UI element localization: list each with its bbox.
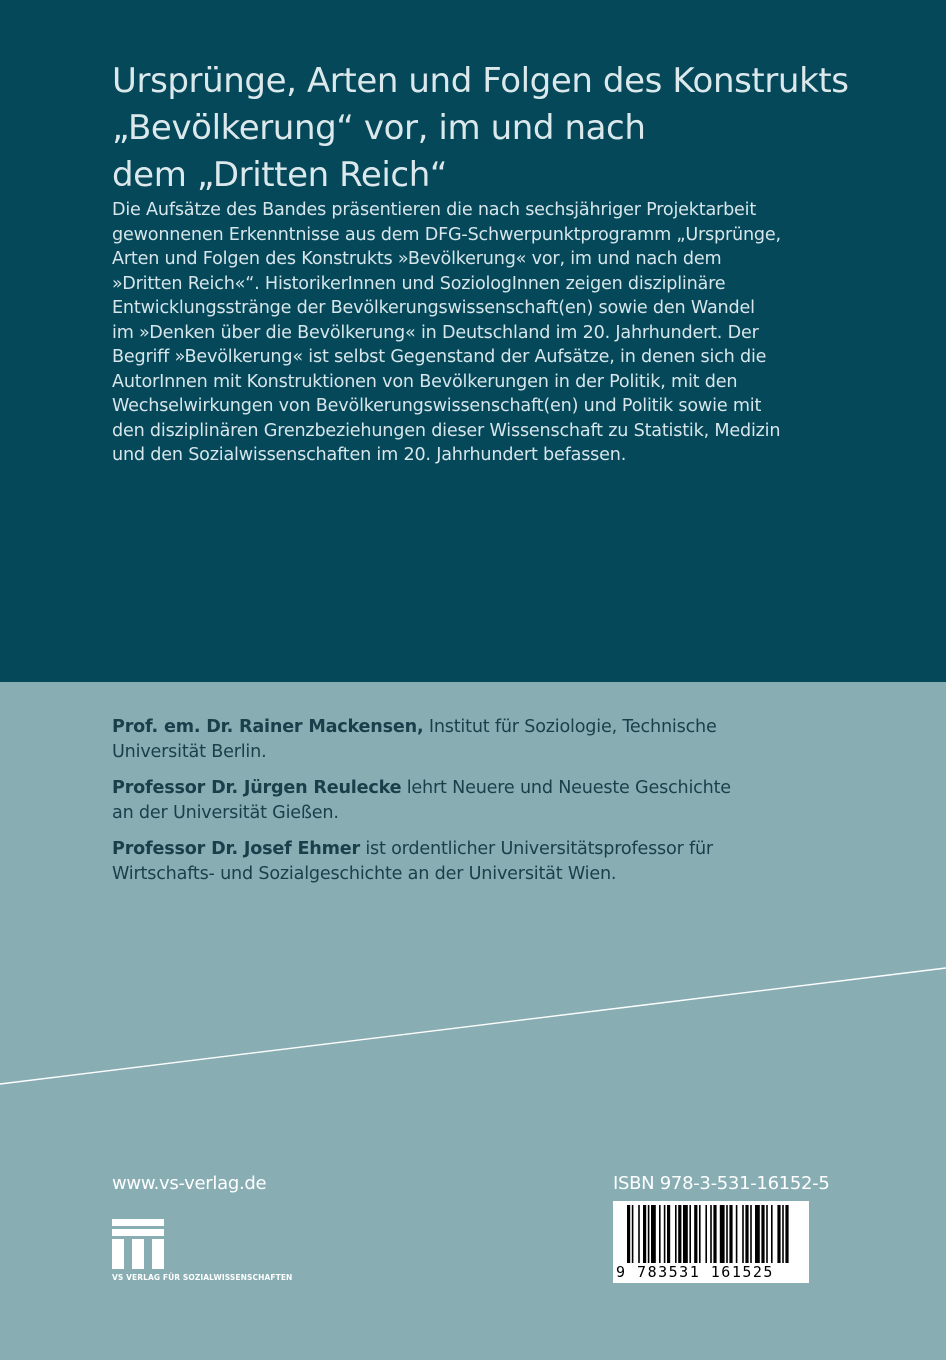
author-affiliation-cont: an der Universität Gießen. [112,802,339,823]
description-line: den disziplinären Grenzbeziehungen dieser Wissenschaft zu Statistik, Medizin [112,420,781,441]
isbn-label: ISBN 978-3-531-16152-5 [613,1173,830,1194]
barcode [613,1201,809,1283]
author-affiliation: Institut für Soziologie, Technische [423,717,717,737]
description-line: gewonnenen Erkenntnisse aus dem DFG-Schwerpunktprogramm „Ursprünge, [112,224,781,245]
description-line: Die Aufsätze des Bandes präsentieren die nach sechsjähriger Projektarbeit [112,200,757,220]
diagonal-divider-line [0,965,946,1105]
author-bio [112,776,832,825]
title-line: dem „Dritten Reich“ [112,155,448,195]
publisher-logo-text: VS VERLAG FÜR SOZIALWISSENSCHAFTEN [112,1273,293,1282]
author-affiliation: ist ordentlicher Universitätsprofessor für [359,839,713,859]
description-line: Wechselwirkungen von Bevölkerungswissenschaft(en) und Politik sowie mit [112,396,762,416]
barcode-digits: 9 783531 161525 [616,1263,774,1281]
description-line: AutorInnen mit Konstruktionen von Bevölkerungen in der Politik, mit den [112,371,738,392]
description-line: Arten und Folgen des Konstrukts »Bevölkerung« vor, im und nach dem [112,249,722,269]
author-bio [112,715,832,764]
author-bio [112,837,832,886]
description-line: Begriff »Bevölkerung« ist selbst Gegenstand der Aufsätze, in denen sich die [112,347,767,367]
title-line: „Bevölkerung“ vor, im und nach [112,108,646,148]
author-affiliation-cont: Universität Berlin. [112,741,267,762]
author-affiliation-cont: Wirtschafts- und Sozialgeschichte an der Universität Wien. [112,863,617,884]
description-line: Entwicklungsstränge der Bevölkerungswissenschaft(en) sowie den Wandel [112,298,755,318]
author-name: Professor Dr. Josef Ehmer [112,839,360,859]
publisher-url[interactable]: www.vs-verlag.de [112,1173,267,1194]
author-bios [112,715,832,898]
title-line: Ursprünge, Arten und Folgen des Konstrukts [112,61,849,101]
description-line: »Dritten Reich«“. HistorikerInnen und SoziologInnen zeigen disziplinäre [112,273,726,294]
author-name: Prof. em. Dr. Rainer Mackensen, [112,717,424,737]
description-line: im »Denken über die Bevölkerung« in Deutschland im 20. Jahrhundert. Der [112,322,759,343]
book-description [112,198,852,468]
book-title [112,58,872,199]
description-line: und den Sozialwissenschaften im 20. Jahrhundert befassen. [112,445,627,465]
author-name: Professor Dr. Jürgen Reulecke [112,778,402,798]
author-affiliation: lehrt Neuere und Neueste Geschichte [401,778,731,798]
